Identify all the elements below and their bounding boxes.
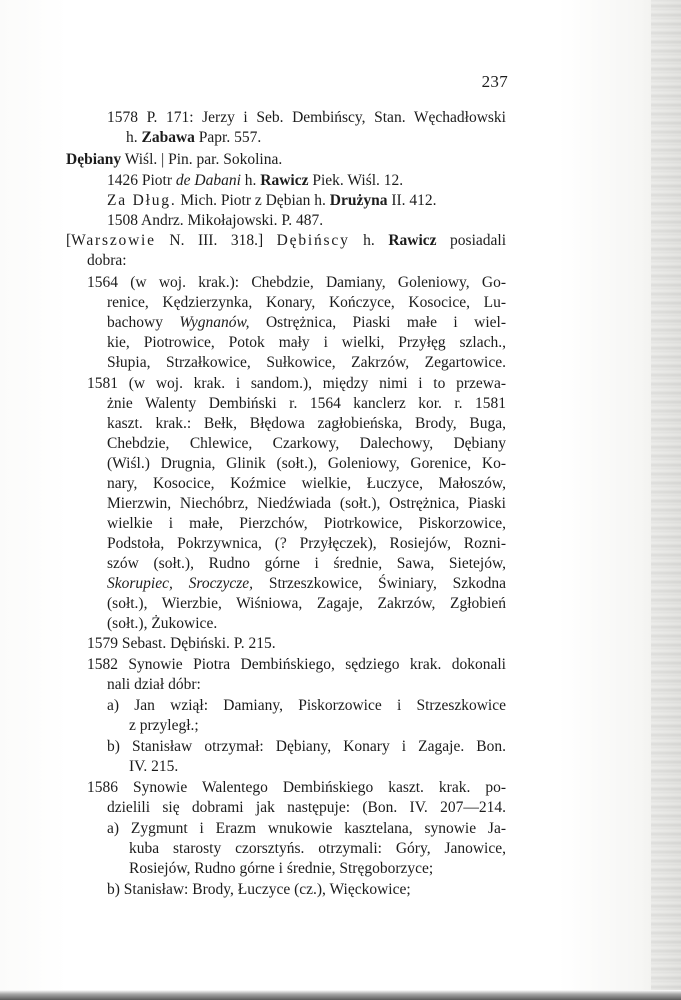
text-span: a) Jan wziął: Damiany, Piskorzowice i Strzeszkowice — [107, 697, 506, 714]
text-line — [107, 594, 506, 614]
text-span: dzielili się dobrami jak następuje: (Bon. IV. 207—214. — [107, 799, 506, 816]
text-line — [66, 231, 506, 251]
text-span: z przyległ.; — [129, 717, 199, 734]
page-edge-shadow — [651, 0, 681, 1000]
text-span: IV. 215. — [129, 758, 179, 775]
text-span: 1564 (w woj. krak.): Chebdzie, Damiany, Goleniowy, Go- — [87, 274, 506, 291]
text-span: (sołt.), Wierzbie, Wiśniowa, Zagaje, Zakrzów, Zgłobień — [107, 595, 506, 612]
text-line — [107, 394, 506, 414]
text-line — [107, 614, 217, 634]
text-span: Strzeszkowice, Świniary, Szkodna — [253, 575, 506, 592]
text-span: Ostrężnica, Piaski małe i wiel- — [249, 314, 506, 331]
text-span: Mich. Piotr z Dębian h. — [176, 192, 330, 209]
text-span: 1581 (w woj. krak. i sandom.), między nimi i to przewa- — [87, 375, 506, 392]
spaced-text: Za Dług. — [107, 192, 177, 209]
text-span: b) Stanisław otrzymał: Dębiany, Konary i Zagaje. Bon. — [107, 738, 506, 755]
text-line — [107, 313, 506, 333]
text-line — [129, 757, 178, 777]
text-span: kaszt. krak.: Bełk, Błędowa zagłobieńska, Brody, Buga, — [107, 415, 506, 432]
text-line — [129, 859, 433, 879]
text-line — [107, 514, 506, 534]
text-line — [107, 819, 506, 839]
text-span: 1582 Synowie Piotra Dembińskiego, sędziego krak. dokonali — [87, 656, 506, 673]
bold-text: Rawicz — [260, 172, 309, 189]
text-span: nali dział dóbr: — [107, 676, 201, 693]
text-line — [107, 108, 506, 128]
text-line — [87, 634, 276, 654]
text-span: Mierzwin, Niechóbrz, Niedźwiada (sołt.), Ostrężnica, Piaski — [107, 495, 506, 512]
text-span: szów (sołt.), Rudno górne i średnie, Sawa, Sietejów, — [107, 555, 506, 572]
text-line — [107, 880, 411, 900]
text-line — [107, 675, 201, 695]
text-span: [ — [66, 232, 72, 249]
spaced-text: Warszowie — [71, 232, 156, 249]
text-span: renice, Kędzierzynka, Konary, Kończyce, Kosocice, Lu- — [107, 294, 506, 311]
page-number: 237 — [481, 72, 508, 91]
italic-text: de Dabani — [175, 172, 241, 189]
text-line — [129, 716, 199, 736]
text-line — [107, 474, 506, 494]
bold-text: Drużyna — [329, 192, 388, 209]
text-line — [107, 171, 403, 191]
text-span: 1578 P. 171: Jerzy i Seb. Dembińscy, Stan. Węchadłowski — [107, 109, 506, 126]
text-span: h. — [126, 129, 142, 146]
text-line — [87, 374, 506, 394]
text-span: (Wiśl.) Drugnia, Glinik (sołt.), Goleniowy, Gorenice, Ko- — [107, 455, 506, 472]
text-span: kuba starosty czorsztyńs. otrzymali: Góry, Janowice, — [129, 840, 506, 857]
text-span: 1426 Piotr — [107, 172, 176, 189]
text-line — [107, 454, 506, 474]
text-span: żnie Walenty Dembiński r. 1564 kanclerz kor. r. 1581 — [107, 395, 506, 412]
text-line — [126, 128, 261, 148]
text-line — [87, 251, 127, 271]
text-span: Słupia, Strzałkowice, Sułkowice, Zakrzów, Zegartowice. — [107, 354, 506, 371]
text-line — [87, 273, 506, 293]
text-span: Podstoła, Pokrzywnica, (? Przyłęczek), Rosiejów, Rozni- — [107, 535, 506, 552]
text-span: a) Zygmunt i Erazm wnukowie kasztelana, synowie Ja- — [107, 820, 506, 837]
italic-text: Skorupiec, Sroczycze, — [107, 575, 254, 592]
bold-text: Zabawa — [141, 129, 195, 146]
text-line — [107, 574, 506, 594]
text-span: wielkie i małe, Pierzchów, Piotrkowice, Piskorzowice, — [107, 515, 506, 532]
text-line — [107, 434, 506, 454]
text-line — [107, 191, 437, 211]
text-span: 1586 Synowie Walentego Dembińskiego kaszt. krak. po- — [87, 779, 506, 796]
text-line — [107, 414, 506, 434]
text-span: b) Stanisław: Brody, Łuczyce (cz.), Więckowice; — [107, 881, 411, 898]
italic-text: Wygnanów, — [179, 314, 250, 331]
text-line — [107, 353, 506, 373]
text-span: h. — [240, 172, 261, 189]
text-span: 1508 Andrz. Mikołajowski. P. 487. — [107, 212, 324, 229]
text-line — [107, 696, 506, 716]
bold-text: Rawicz — [388, 232, 437, 249]
text-span: Wiśl. | Pin. par. Sokolina. — [121, 151, 283, 168]
text-span: nary, Kosocice, Koźmice wielkie, Łuczyce, Małoszów, — [107, 475, 506, 492]
text-line — [107, 737, 506, 757]
page-bottom-shadow — [0, 990, 681, 1000]
text-span: (sołt.), Żukowice. — [107, 615, 218, 632]
text-line — [107, 211, 323, 231]
text-span: bachowy — [107, 314, 180, 331]
spaced-text: Dębińscy — [276, 232, 350, 249]
text-line — [129, 839, 506, 859]
text-line — [87, 778, 506, 798]
text-span: kie, Piotrowice, Potok mały i wielki, Przyłęg szlach., — [107, 334, 506, 351]
text-span: Papr. 557. — [194, 129, 262, 146]
text-line — [107, 333, 506, 353]
text-line — [107, 534, 506, 554]
text-line — [107, 293, 506, 313]
text-span: h. — [349, 232, 389, 249]
text-span: Rosiejów, Rudno górne i średnie, Stręgoborzyce; — [129, 860, 434, 877]
text-span: Piek. Wiśl. 12. — [308, 172, 404, 189]
text-span: II. 412. — [387, 192, 437, 209]
text-line — [66, 150, 282, 170]
text-line — [107, 798, 506, 818]
text-line — [87, 655, 506, 675]
text-span: 1579 Sebast. Dębiński. P. 215. — [87, 635, 276, 652]
text-span: posiadali — [436, 232, 507, 249]
text-line — [107, 554, 506, 574]
text-span: Chebdzie, Chlewice, Czarkowy, Dalechowy, Dębiany — [107, 435, 506, 452]
bold-text: Dębiany — [66, 151, 122, 168]
text-span: dobra: — [87, 252, 127, 269]
text-span: N. III. 318.] — [155, 232, 277, 249]
text-line — [107, 494, 506, 514]
